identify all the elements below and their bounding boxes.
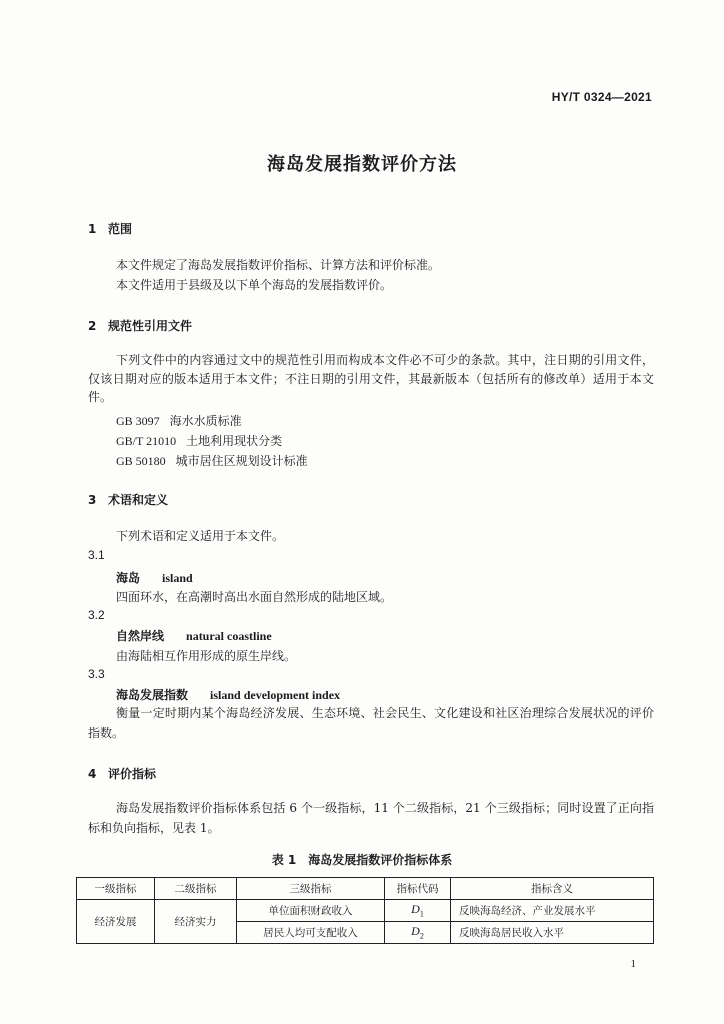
paragraph: 本文件适用于县级及以下单个海岛的发展指数评价。 [116, 278, 393, 292]
column-header: 一级指标 [77, 878, 155, 900]
term-en: island development index [210, 688, 341, 702]
term-zh: 海岛 [116, 571, 141, 585]
code-subscript: 1 [419, 909, 424, 919]
table-cell-level3: 单位面积财政收入 [237, 900, 385, 922]
term-heading [116, 686, 340, 703]
section-2-heading [88, 317, 192, 334]
reference-name: 土地利用现状分类 [186, 434, 283, 448]
section-4-heading [88, 765, 156, 782]
table-row [77, 900, 654, 922]
code-letter: D [411, 902, 420, 917]
section-title: 规范性引用文件 [108, 319, 193, 333]
term-zh: 海岛发展指数 [116, 688, 189, 702]
section-3-heading [88, 491, 168, 508]
term-number: 3.2 [88, 608, 105, 622]
standard-number: HY/T 0324—2021 [551, 90, 652, 104]
table-cell-meaning: 反映海岛经济、产业发展水平 [451, 900, 654, 922]
section-title: 范围 [108, 222, 133, 236]
section-number: 3 [88, 493, 97, 507]
term-heading [116, 569, 193, 586]
code-letter: D [411, 924, 420, 939]
table-cell-code [385, 922, 451, 944]
reference-name: 城市居住区规划设计标准 [175, 454, 308, 468]
column-header: 三级指标 [237, 878, 385, 900]
paragraph: 本文件规定了海岛发展指数评价指标、计算方法和评价标准。 [116, 258, 441, 272]
code-subscript: 2 [419, 931, 424, 941]
section-title: 术语和定义 [108, 493, 169, 507]
reference-item [116, 452, 308, 469]
term-number: 3.3 [88, 667, 105, 681]
section-title: 评价指标 [108, 767, 157, 781]
table-header-row [77, 878, 654, 900]
table-cell-meaning: 反映海岛居民收入水平 [451, 922, 654, 944]
reference-name: 海水水质标准 [169, 414, 242, 428]
term-en: natural coastline [186, 629, 272, 643]
section-number: 1 [88, 222, 97, 236]
reference-code: GB 50180 [116, 454, 166, 468]
page-number: 1 [630, 958, 636, 970]
paragraph: 下列术语和定义适用于本文件。 [116, 529, 285, 543]
term-number: 3.1 [88, 548, 105, 562]
column-header: 二级指标 [155, 878, 237, 900]
paragraph: 下列文件中的内容通过文中的规范性引用而构成本文件必不可少的条款。其中，注日期的引用文件，仅该日期对应的版本适用于本文件；不注日期的引用文件，其最新版本（包括所有的修改单）适用于本文件。 [88, 353, 654, 404]
term-zh: 自然岸线 [116, 629, 165, 643]
section-1-heading [88, 220, 132, 237]
column-header: 指标含义 [451, 878, 654, 900]
reference-code: GB/T 21010 [116, 434, 177, 448]
reference-item [116, 432, 282, 449]
term-definition: 由海陆相互作用形成的原生岸线。 [116, 649, 297, 663]
table-cell-level2: 经济实力 [155, 900, 237, 944]
term-definition: 衡量一定时期内某个海岛经济发展、生态环境、社会民生、文化建设和社区治理综合发展状况的评价指数。 [88, 706, 654, 740]
term-heading [116, 627, 272, 644]
table-cell-level1: 经济发展 [77, 900, 155, 944]
document-title: 海岛发展指数评价方法 [267, 154, 457, 175]
term-definition: 四面环水，在高潮时高出水面自然形成的陆地区域。 [116, 590, 393, 604]
section-number: 2 [88, 319, 97, 333]
table-cell-level3: 居民人均可支配收入 [237, 922, 385, 944]
reference-code: GB 3097 [116, 414, 160, 428]
column-header: 指标代码 [385, 878, 451, 900]
table-cell-code [385, 900, 451, 922]
reference-item [116, 412, 242, 429]
section-number: 4 [88, 767, 97, 781]
indicator-table [76, 877, 654, 944]
term-en: island [162, 571, 193, 585]
paragraph: 海岛发展指数评价指标体系包括 6 个一级指标，11 个二级指标，21 个三级指标；同时设置了正向指标和负向指标，见表 1。 [88, 801, 654, 835]
table-caption: 表 1 海岛发展指数评价指标体系 [271, 853, 453, 867]
